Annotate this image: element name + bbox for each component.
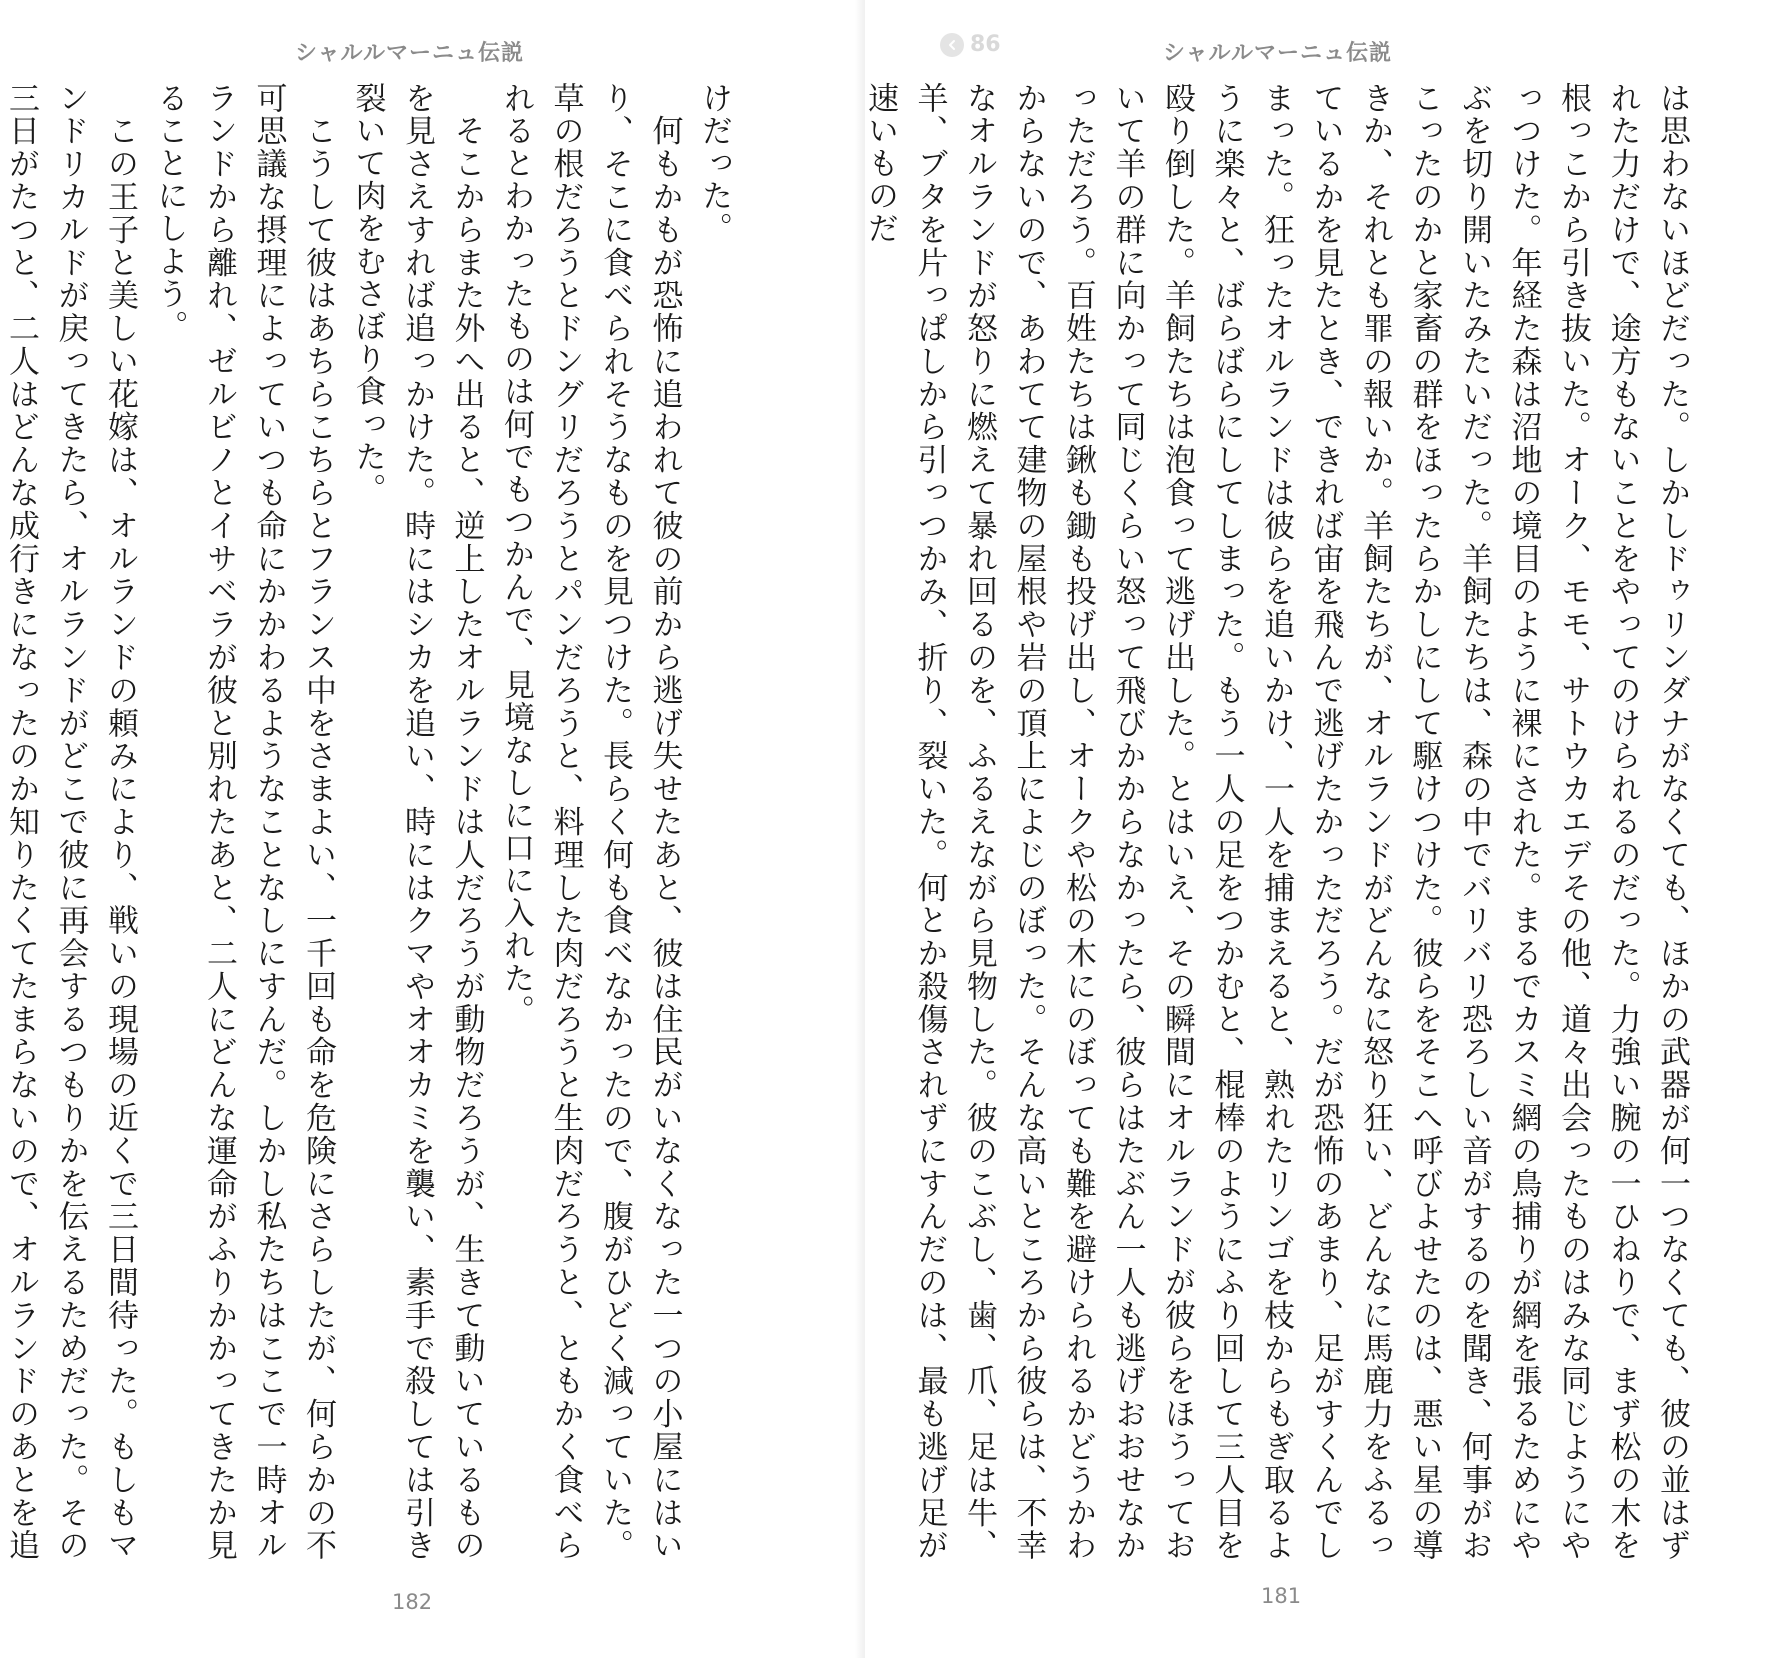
back-to-page-button[interactable] — [940, 32, 1001, 57]
paragraph: こうして彼はあちらこちらとフランス中をさまよい、一千回も命を危険にさらしたが、何らかの不可思議な摂理によっていつも命にかかわるようなことなしにすんだ。しかし私たちはここで一時オルランドから離れ、ゼルビノとイサベラが彼と別れたあと、二人にどんな運命がふりかかってきたか見ることにしよう。 — [151, 82, 336, 1562]
paragraph: この王子と美しい花嫁は、オルランドの頼みにより、戦いの現場の近くで三日間待った。もしもマンドリカルドが戻ってきたら、オルランドがどこで彼に再会するつもりかを伝えるためだった。その三日がたつと、二人はどんな成行きになったのか知りたくてたまらないので、オルランドのあとを追 — [3, 82, 138, 1562]
left-page — [0, 0, 865, 1658]
running-title: シャルルマーニュ伝説 — [295, 41, 525, 66]
paragraph: そこからまた外へ出ると、逆上したオルランドは人だろうが動物だろうが、生きて動いているものを見さえすれば追っかけた。時にはシカを追い、時にはクマやオオカミを襲い、素手で殺しては引き裂いて肉をむさぼり食った。 — [349, 82, 485, 1562]
right-page — [862, 0, 1791, 1658]
back-page-number: 86 — [970, 32, 1001, 57]
back-arrow-icon — [940, 33, 964, 57]
page-number: 182 — [392, 1590, 433, 1614]
paragraph: 何もかもが恐怖に追われて彼の前から逃げ失せたあと、彼は住民がいなくなった一つの小屋にはいり、そこに食べられそうなものを見つけた。長らく何も食べなかったので、腹がひどく減っていた。草の根だろうとドングリだろうとパンだろうと、料理した肉だろうと生肉だろうと、ともかく食べられるとわかったものは何でもつかんで、見境なしに口に入れた。 — [498, 82, 683, 1562]
paragraph: けだった。 — [696, 82, 732, 245]
paragraph: は思わないほどだった。しかしドゥリンダナがなくても、ほかの武器が何一つなくても、彼の並はずれた力だけで、途方もないことをやってのけられるのだった。力強い腕の一ひねりで、まず松の木を根っこから引き抜いた。オーク、モモ、サトウカエデその他、道々出会ったものはみな同じようにやっつけた。年経た森は沼地の境目のように裸にされた。まるでカスミ網の鳥捕りが網を張るためにやぶを切り開いたみたいだった。羊飼たちは、森の中でバリバリ恐ろしい音がするのを聞き、何事がおこったのかと家畜の群をほったらかしにして駆けつけた。彼らをそこへ呼びよせたのは、悪い星の導きか、それとも罪の報いか。羊飼たちが、オルランドがどんなに怒り狂い、どんなに馬鹿力をふるっているかを見たとき、できれば宙を飛んで逃げたかっただろう。だが恐怖のあまり、足がすくんでしまった。狂ったオルランドは彼らを追いかけ、一人を捕まえると、熟れたリンゴを枝からもぎ取るように楽々と、ばらばらにしてしまった。もう一人の足をつかむと、棍棒のようにふり回して三人目を殴り倒した。羊飼たちは泡食って逃げ出した。とはいえ、その瞬間にオルランドが彼らをほうっておいて羊の群に向かって同じくらい怒って飛びかからなかったら、彼らはたぶん一人も逃げおおせなかっただろう。百姓たちは鍬も鋤も投げ出し、オークや松の木にのぼっても難を避けられるかどうかわからないので、あわてて建物の屋根や岩の頂上によじのぼった。そんな高いところから彼らは、不幸なオルランドが怒りに燃えて暴れ回るのを、ふるえながら見物した。彼のこぶし、歯、爪、足は牛、羊、ブタを片っぱしから引っつかみ、折り、裂いた。何とか殺傷されずにすんだのは、最も逃げ足が速いものだ — [862, 82, 1690, 1562]
page-body-text — [3, 82, 738, 1562]
running-title: シャルルマーニュ伝説 — [1163, 41, 1393, 66]
page-body-text — [862, 82, 1696, 1562]
page-number: 181 — [1261, 1584, 1302, 1608]
